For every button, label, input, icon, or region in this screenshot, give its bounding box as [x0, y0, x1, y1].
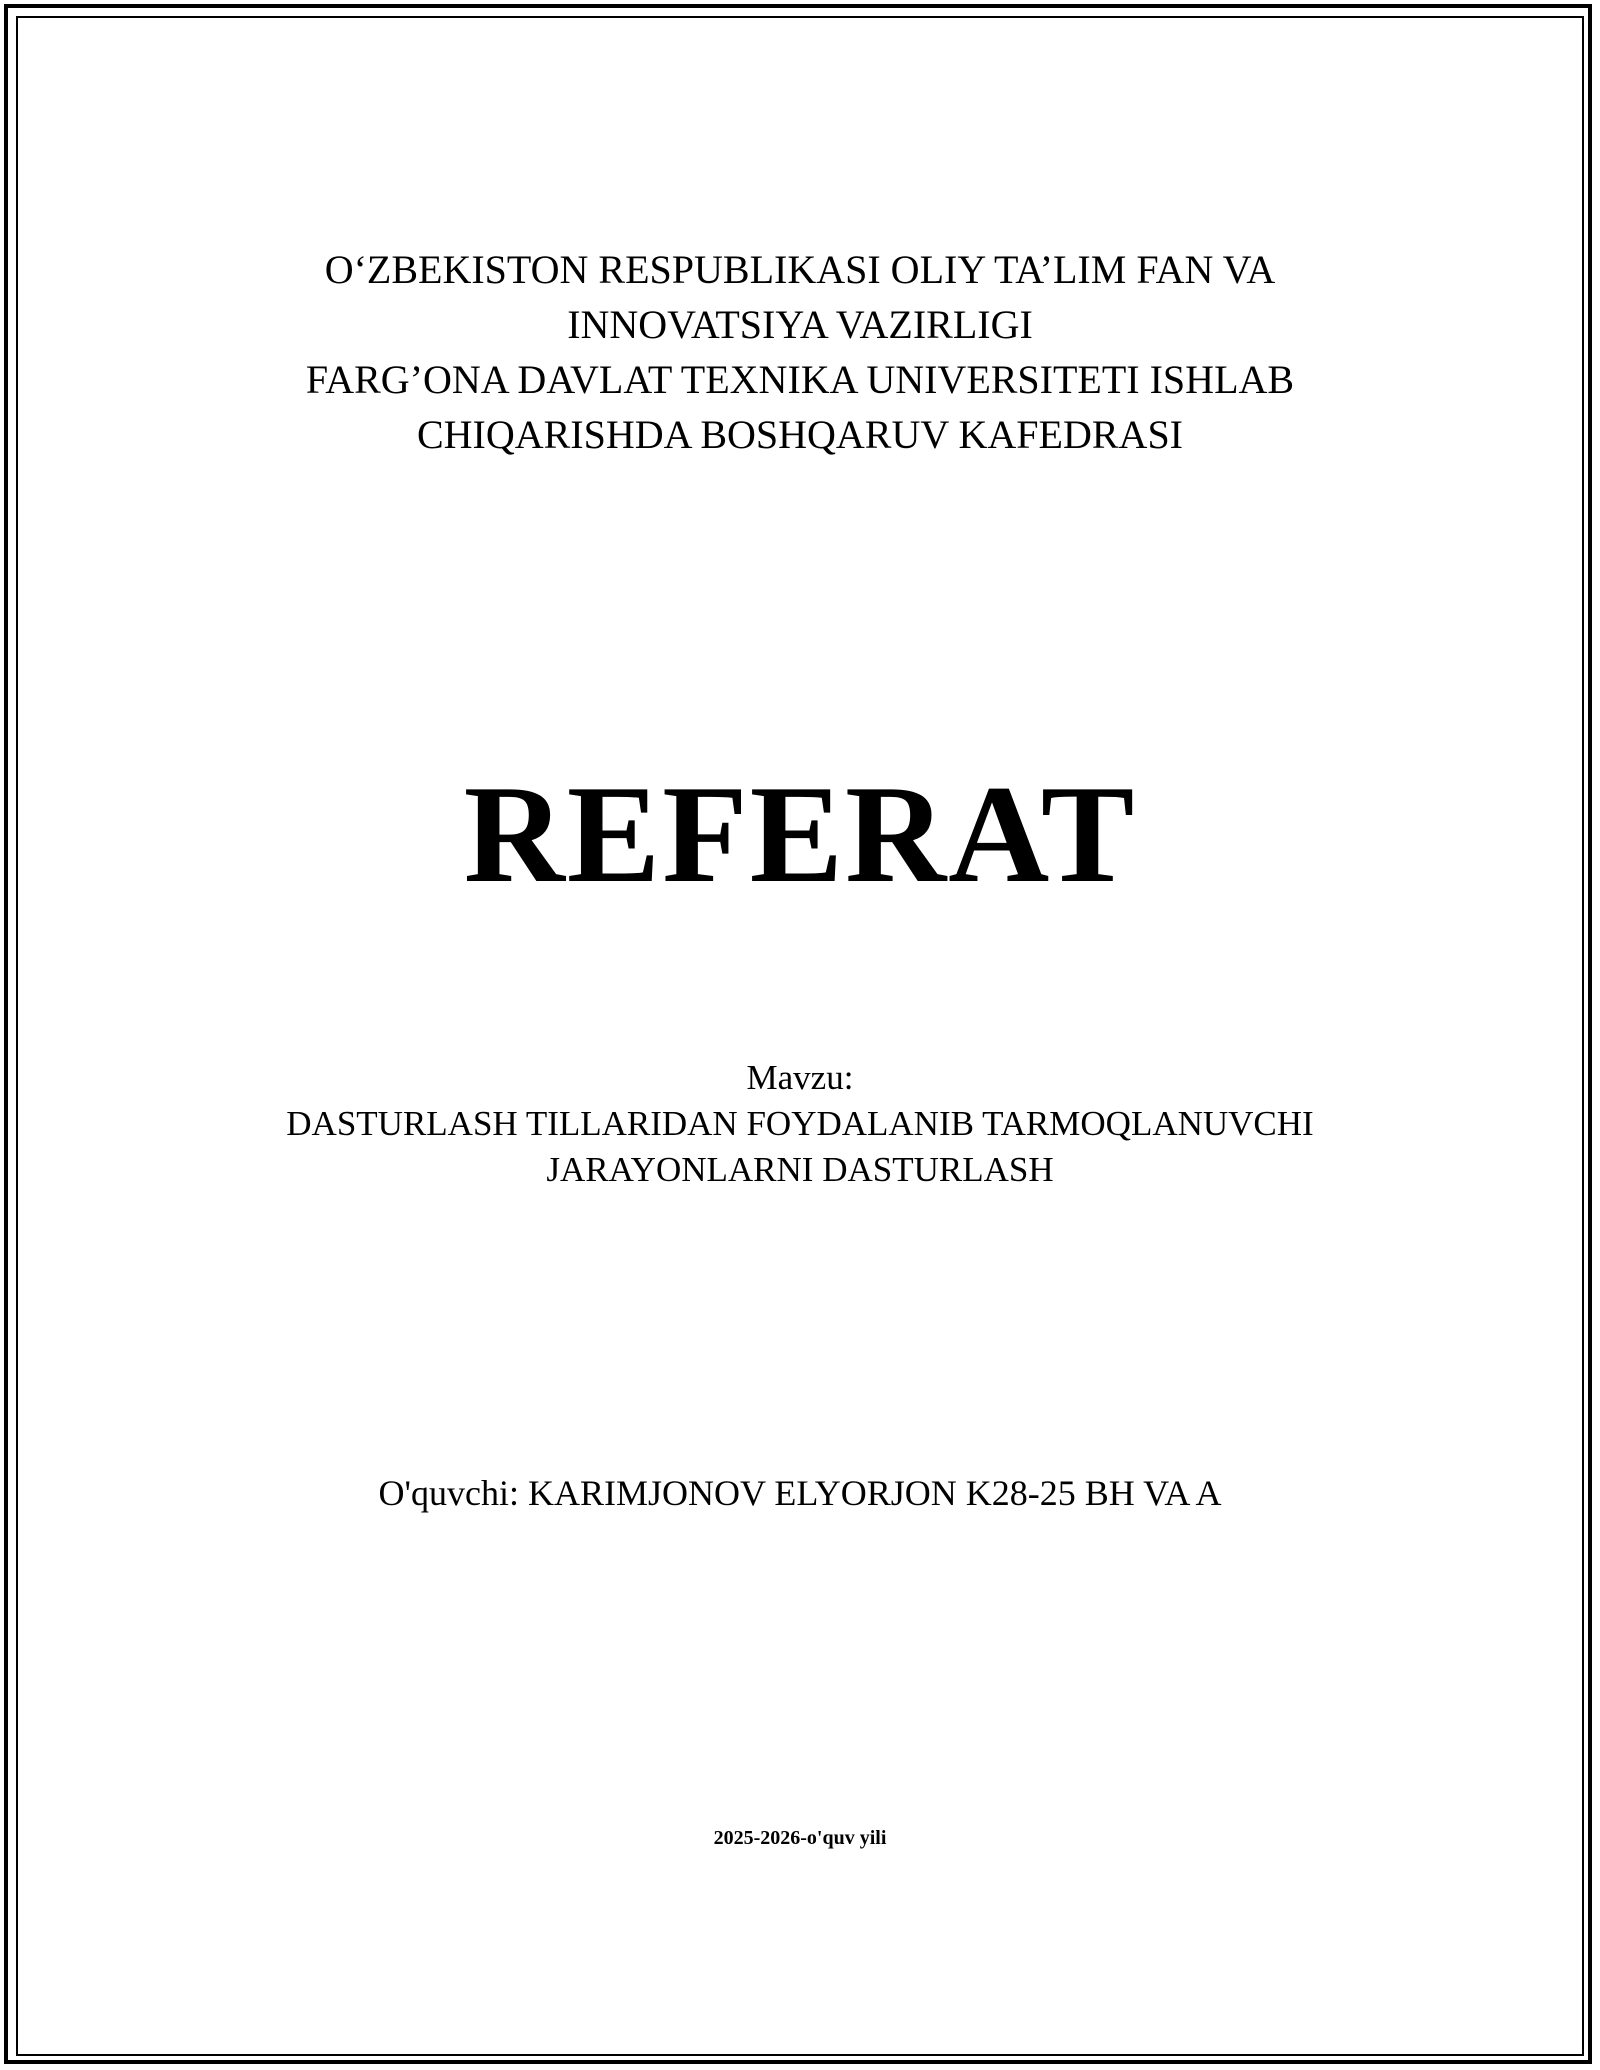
header-line-4: CHIQARISHDA BOSHQARUV KAFEDRASI — [416, 412, 1184, 457]
topic-block — [0, 1055, 1600, 1193]
topic-line-2: JARAYONLARNI DASTURLASH — [546, 1150, 1054, 1189]
header-line-2: INNOVATSIYA VAZIRLIGI — [567, 302, 1033, 347]
academic-year: 2025-2026-o'quv yili — [713, 1827, 887, 1849]
header-line-1: O‘ZBEKISTON RESPUBLIKASI OLIY TA’LIM FAN VA — [324, 247, 1276, 292]
institution-header — [0, 242, 1600, 462]
student-info: O'quvchi: KARIMJONOV ELYORJON K28-25 BH VA A — [378, 1473, 1222, 1513]
header-line-3: FARG’ONA DAVLAT TEXNIKA UNIVERSITETI ISHLAB — [305, 357, 1295, 402]
topic-label: Mavzu: — [746, 1058, 854, 1097]
document-title: REFERAT — [463, 757, 1137, 912]
topic-line-1: DASTURLASH TILLARIDAN FOYDALANIB TARMOQLANUVCHI — [286, 1104, 1314, 1143]
